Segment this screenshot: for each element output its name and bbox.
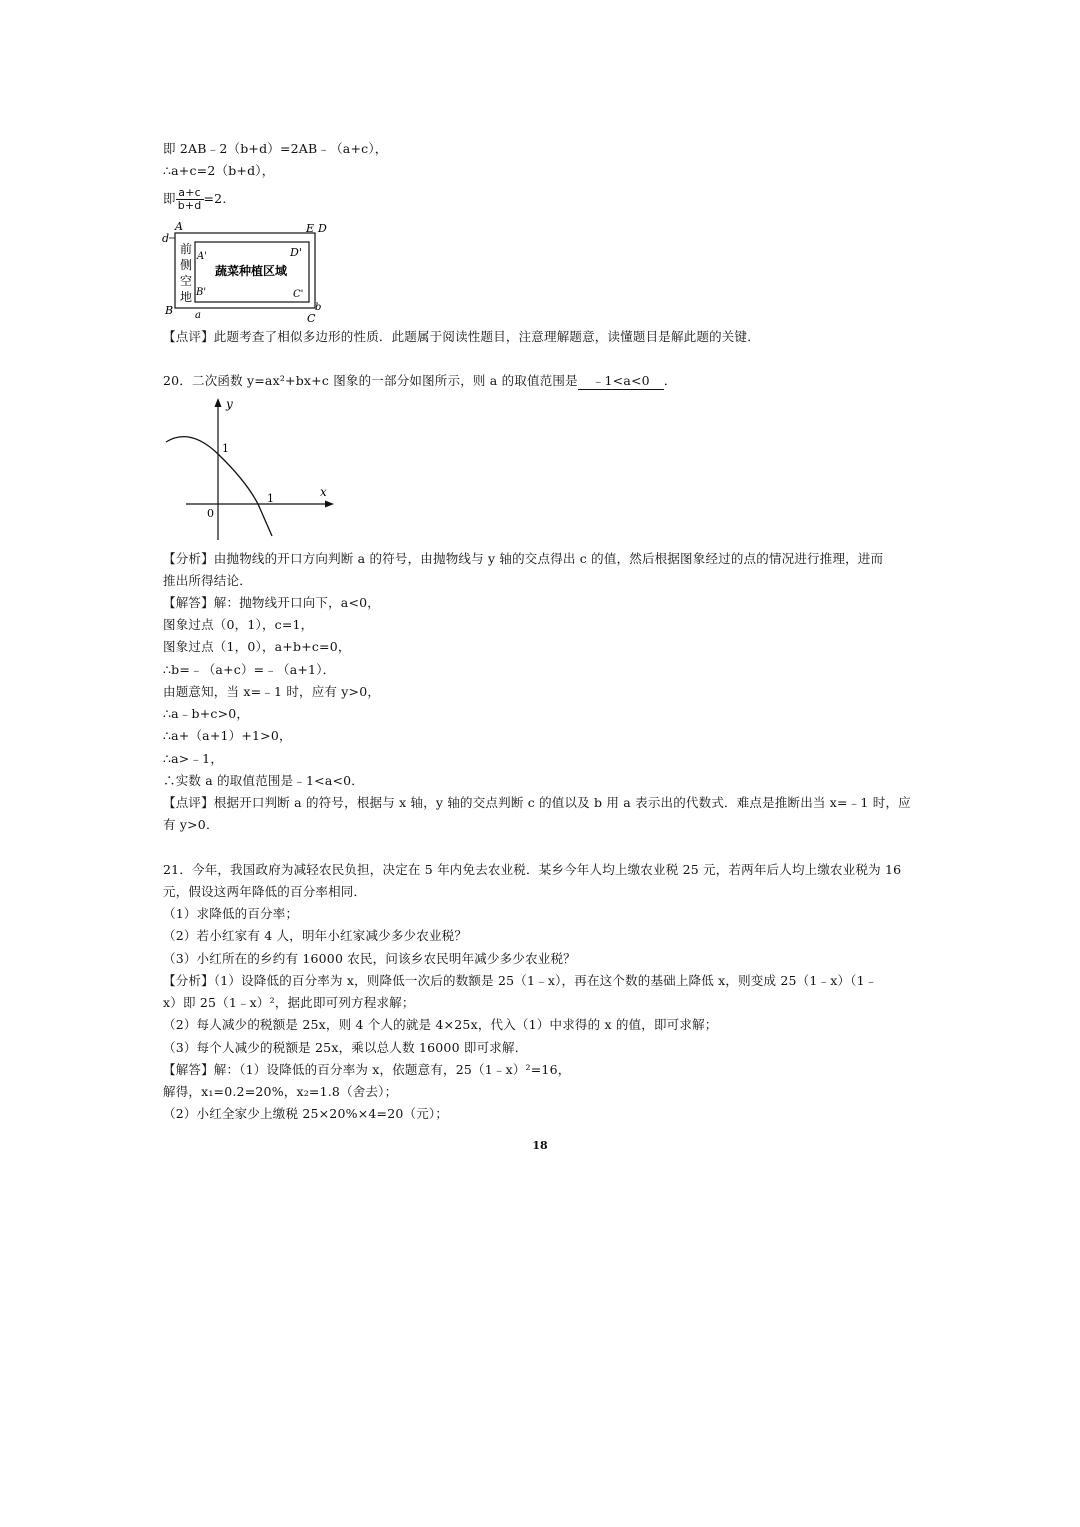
answer-blank: ﹣1<a<0 [578,373,664,390]
analysis-21-line-4: （3）每个人减少的税额是 25x，乘以总人数 16000 即可求解． [163,1040,528,1055]
label-d: d [162,232,170,245]
solution-20-line-9: ∴实数 a 的取值范围是﹣1<a<0． [163,773,365,788]
x-intercept-label: 1 [267,492,274,505]
side-char-3: 空 [180,274,193,288]
solution-20-line-4: ∴b=﹣（a+c）=﹣（a+1）． [163,662,336,677]
label-D: D [318,222,327,235]
label-B-prime: B' [196,287,207,298]
solution-20-line-3: 图象过点（1，0），a+b+c=0， [163,639,351,654]
label-D-prime: D' [290,246,302,259]
label-b: b [315,302,322,313]
label-A: A [175,220,183,233]
label-a: a [195,310,201,321]
solution-20-line-2: 图象过点（0，1），c=1， [163,617,314,632]
analysis-20-line-2: 推出所得结论． [163,573,252,588]
parabola-curve [166,437,272,536]
question-21-part-3: （3）小红所在的乡约有 16000 农民，问该乡农民明年减少多少农业税？ [163,951,576,966]
region-label: 蔬菜种植区域 [215,264,288,278]
y-intercept-label: 1 [222,442,229,455]
derivation-line-3 [163,187,227,212]
analysis-21-line-1: 【分析】（1）设降低的百分率为 x，则降低一次后的数额是 25（1﹣x），再在这个数的基础上降低 x，则变成 25（1﹣x）（1﹣ [163,973,878,988]
analysis-21-line-2: x）即 25（1﹣x）²，据此即可列方程求解； [163,995,415,1010]
parabola-graph [160,394,340,544]
question-21-part-2: （2）若小红家有 4 人，明年小红家减少多少农业税？ [163,928,468,943]
solution-20-line-7: ∴a+（a+1）+1>0， [163,728,292,743]
fraction-denominator: b+d [177,199,202,212]
solution-20-line-1: 【解答】解：抛物线开口向下，a<0， [163,595,380,610]
question-20-text: 20．二次函数 y=ax²+bx+c 图象的一部分如图所示，则 a 的取值范围是 [163,373,578,388]
y-axis-label: y [226,397,233,411]
solution-21-line-2: 解得，x₁=0.2=20%，x₂=1.8（舍去）； [163,1084,398,1099]
side-char-1: 前 [180,242,193,256]
solution-21-line-1: 【解答】解：（1）设降低的百分率为 x，依题意有，25（1﹣x）²=16， [163,1062,571,1077]
solution-20-line-5: 由题意知，当 x=﹣1 时，应有 y>0， [163,684,381,699]
fraction-numerator: a+c [176,187,204,200]
y-axis-arrow [215,398,222,407]
solution-20-line-6: ∴a﹣b+c>0， [163,706,250,721]
analysis-20-line-1: 【分析】由抛物线的开口方向判断 a 的符号，由抛物线与 y 轴的交点得出 c 的值，然后根据图象经过的点的情况进行推理，进而 [163,551,884,566]
question-21-part-1: （1）求降低的百分率； [163,906,299,921]
page-number: 18 [532,1139,548,1152]
question-21-line-2: 元，假设这两年降低的百分率相同． [163,884,367,899]
side-char-4: 地 [180,290,193,304]
analysis-21-line-3: （2）每人减少的税额是 25x，则 4 个人的就是 4×25x，代入（1）中求得的 x 的值，即可求解； [163,1017,718,1032]
rectangle-diagram [155,218,335,323]
solution-20-line-8: ∴a>﹣1， [163,751,224,766]
question-20 [163,373,677,390]
label-C-prime: C' [293,289,304,300]
origin-label: 0 [207,507,214,520]
derivation-line-1: 即 2AB﹣2（b+d）=2AB﹣（a+c）， [163,141,388,156]
comment-19: 【点评】此题考查了相似多边形的性质．此题属于阅读性题目，注意理解题意，读懂题目是解此题的关键． [163,329,760,344]
label-B: B [165,304,174,317]
derivation-line-2: ∴a+c=2（b+d）， [163,163,275,178]
fraction-suffix: =2. [203,191,227,206]
x-axis-arrow [325,501,334,508]
question-20-end: ． [663,373,677,388]
question-21-line-1: 21．今年，我国政府为减轻农民负担，决定在 5 年内免去农业税．某乡今年人均上缴农业税 25 元，若两年后人均上缴农业税为 16 [163,862,902,877]
label-E: E [306,222,315,235]
label-C: C [307,312,316,325]
fraction-prefix: 即 [163,191,176,206]
comment-20-line-2: 有 y>0． [163,817,219,832]
x-axis-label: x [320,485,327,499]
fraction [176,187,204,212]
side-char-2: 侧 [180,258,193,272]
label-A-prime: A' [197,251,207,262]
solution-21-line-3: （2）小红全家少上缴税 25×20%×4=20（元）； [163,1106,449,1121]
comment-20-line-1: 【点评】根据开口判断 a 的符号，根据与 x 轴，y 轴的交点判断 c 的值以及 b 用 a 表示出的代数式．难点是推断出当 x=﹣1 时，应 [163,795,911,810]
